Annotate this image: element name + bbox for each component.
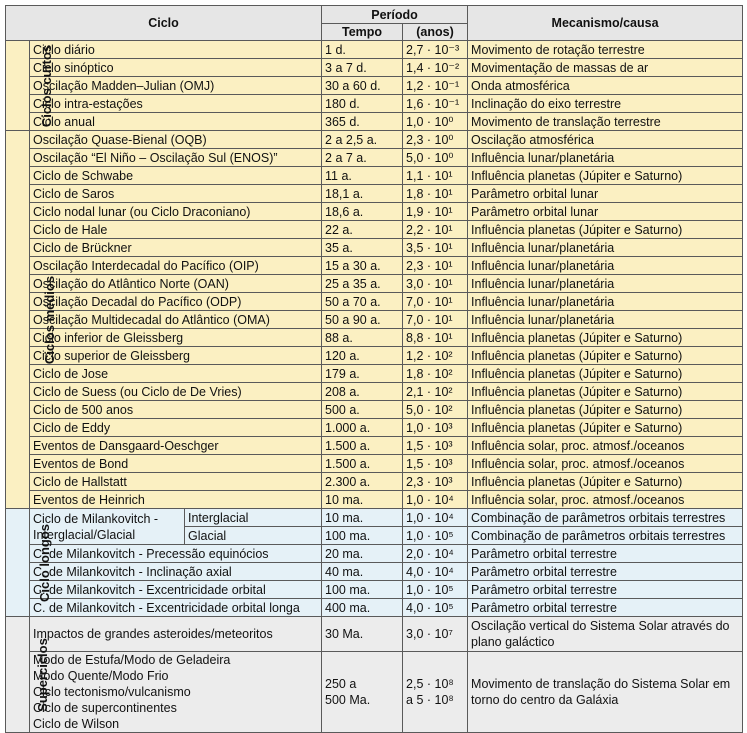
cycle-anos — [403, 652, 468, 733]
cycle-name-line: Ciclo de supercontinentes — [33, 701, 177, 715]
cycle-mecanismo: Oscilação vertical do Sistema Solar através do plano galáctico — [468, 617, 743, 652]
cycle-mecanismo: Parâmetro orbital lunar — [468, 203, 743, 221]
header-ciclo: Ciclo — [6, 6, 322, 41]
cycles-table — [5, 5, 743, 733]
cycle-name: C. de Milankovitch - Inclinação axial — [30, 563, 322, 581]
cycle-name-line: Ciclo de Wilson — [33, 717, 120, 731]
cycle-anos: 1,0 · 10⁰ — [403, 113, 468, 131]
cycle-name: Ciclo de Hallstatt — [30, 473, 322, 491]
cycle-anos: 1,8 · 10¹ — [403, 185, 468, 203]
cycle-tempo-line: 500 Ma. — [325, 693, 371, 707]
cycle-tempo: 30 a 60 d. — [322, 77, 403, 95]
cycle-name: Ciclo intra-estações — [30, 95, 322, 113]
cycle-mecanismo: Parâmetro orbital terrestre — [468, 563, 743, 581]
table-row — [6, 581, 743, 599]
header-mecanismo: Mecanismo/causa — [468, 6, 743, 41]
table-row — [6, 293, 743, 311]
cycle-anos-line: 2,5 · 10⁸ — [406, 677, 454, 691]
header-periodo: Período — [322, 6, 468, 24]
cycle-anos: 1,6 · 10⁻¹ — [403, 95, 468, 113]
cycle-name: Oscilação Multidecadal do Atlântico (OMA) — [30, 311, 322, 329]
cycle-mecanismo: Parâmetro orbital terrestre — [468, 545, 743, 563]
cycle-name: Ciclo de Brückner — [30, 239, 322, 257]
cycle-mecanismo: Influência lunar/planetária — [468, 293, 743, 311]
cycle-anos: 2,1 · 10² — [403, 383, 468, 401]
table-row — [6, 239, 743, 257]
cycle-anos: 1,1 · 10¹ — [403, 167, 468, 185]
cycle-anos: 8,8 · 10¹ — [403, 329, 468, 347]
table-row — [6, 257, 743, 275]
table-row — [6, 41, 743, 59]
group-ciclo-longos — [6, 509, 52, 617]
cycle-mecanismo: Movimento de rotação terrestre — [468, 41, 743, 59]
cycle-tempo: 18,1 a. — [322, 185, 403, 203]
cycle-tempo: 35 a. — [322, 239, 403, 257]
table-row — [6, 185, 743, 203]
table-row — [6, 95, 743, 113]
milankovitch-main: Ciclo de Milankovitch - Interglacial/Glacial — [30, 509, 185, 545]
group-ciclos-curtos — [6, 41, 55, 131]
cycle-mecanismo: Influência planetas (Júpiter e Saturno) — [468, 167, 743, 185]
header-row — [6, 6, 743, 24]
cycle-tempo: 100 ma. — [322, 581, 403, 599]
cycle-tempo: 10 ma. — [322, 509, 403, 527]
cycle-mecanismo: Movimento de translação do Sistema Solar em torno do centro da Galáxia — [468, 652, 743, 733]
table-row — [6, 77, 743, 95]
cycle-anos: 1,2 · 10⁻¹ — [403, 77, 468, 95]
cycle-anos: 2,3 · 10⁰ — [403, 131, 468, 149]
table-row — [6, 473, 743, 491]
table-row — [6, 59, 743, 77]
table-row — [6, 383, 743, 401]
cycle-anos: 2,3 · 10³ — [403, 473, 468, 491]
cycle-anos: 5,0 · 10⁰ — [403, 149, 468, 167]
cycle-mecanismo: Parâmetro orbital terrestre — [468, 581, 743, 599]
cycles-table-container — [5, 5, 743, 733]
table-row — [6, 203, 743, 221]
table-row — [6, 365, 743, 383]
cycle-anos: 1,5 · 10³ — [403, 455, 468, 473]
table-row — [6, 509, 743, 527]
table-row — [6, 221, 743, 239]
cycle-anos: 5,0 · 10² — [403, 401, 468, 419]
cycle-anos: 3,5 · 10¹ — [403, 239, 468, 257]
header-tempo: Tempo — [322, 24, 403, 41]
cycle-tempo: 2 a 2,5 a. — [322, 131, 403, 149]
cycle-name: Eventos de Heinrich — [30, 491, 322, 509]
cycle-anos: 1,5 · 10³ — [403, 437, 468, 455]
table-row — [6, 347, 743, 365]
cycle-anos: 1,0 · 10⁴ — [403, 509, 468, 527]
cycle-name: Oscilação do Atlântico Norte (OAN) — [30, 275, 322, 293]
cycle-mecanismo: Onda atmosférica — [468, 77, 743, 95]
cycle-name: Ciclo diário — [30, 41, 322, 59]
cycle-anos: 2,0 · 10⁴ — [403, 545, 468, 563]
table-row — [6, 491, 743, 509]
cycle-tempo: 120 a. — [322, 347, 403, 365]
cycle-name-line: Modo de Estufa/Modo de Geladeira — [33, 653, 231, 667]
cycle-name: C. de Milankovitch - Precessão equinócios — [30, 545, 322, 563]
cycle-tempo: 88 a. — [322, 329, 403, 347]
cycle-mecanismo: Influência planetas (Júpiter e Saturno) — [468, 347, 743, 365]
cycle-tempo: 2.300 a. — [322, 473, 403, 491]
cycle-anos: 3,0 · 10⁷ — [403, 617, 468, 652]
cycle-name: Ciclo superior de Gleissberg — [30, 347, 322, 365]
table-row — [6, 652, 743, 733]
cycle-mecanismo: Oscilação atmosférica — [468, 131, 743, 149]
table-row — [6, 329, 743, 347]
cycle-tempo: 2 a 7 a. — [322, 149, 403, 167]
cycle-name: Ciclo de Schwabe — [30, 167, 322, 185]
cycle-anos: 1,2 · 10² — [403, 347, 468, 365]
cycle-tempo: 208 a. — [322, 383, 403, 401]
cycle-tempo: 50 a 90 a. — [322, 311, 403, 329]
cycle-tempo: 15 a 30 a. — [322, 257, 403, 275]
cycle-mecanismo: Influência planetas (Júpiter e Saturno) — [468, 473, 743, 491]
cycle-tempo: 10 ma. — [322, 491, 403, 509]
cycle-mecanismo: Parâmetro orbital lunar — [468, 185, 743, 203]
cycle-name: Oscilação Madden–Julian (OMJ) — [30, 77, 322, 95]
cycle-tempo: 20 ma. — [322, 545, 403, 563]
cycle-name: Ciclo de Eddy — [30, 419, 322, 437]
cycle-tempo — [322, 652, 403, 733]
cycle-mecanismo: Inclinação do eixo terrestre — [468, 95, 743, 113]
group-ciclos-curtos-label: Ciclos curtos — [39, 44, 55, 127]
header-anos: (anos) — [403, 24, 468, 41]
table-row — [6, 617, 743, 652]
cycle-anos: 1,0 · 10⁵ — [403, 581, 468, 599]
cycle-tempo: 11 a. — [322, 167, 403, 185]
cycle-name: Ciclo de Suess (ou Ciclo de De Vries) — [30, 383, 322, 401]
group-superciclos — [6, 617, 50, 733]
table-row — [6, 311, 743, 329]
cycle-mecanismo: Influência planetas (Júpiter e Saturno) — [468, 419, 743, 437]
cycle-tempo: 179 a. — [322, 365, 403, 383]
cycle-mecanismo: Influência lunar/planetária — [468, 149, 743, 167]
cycle-mecanismo: Influência solar, proc. atmosf./oceanos — [468, 455, 743, 473]
cycle-tempo: 22 a. — [322, 221, 403, 239]
cycle-tempo: 1.500 a. — [322, 437, 403, 455]
cycle-name: Ciclo de Jose — [30, 365, 322, 383]
cycle-mecanismo: Combinação de parâmetros orbitais terrestres — [468, 509, 743, 527]
cycle-sub: Interglacial — [185, 509, 322, 527]
cycle-anos: 1,8 · 10² — [403, 365, 468, 383]
table-row — [6, 275, 743, 293]
cycle-anos: 7,0 · 10¹ — [403, 293, 468, 311]
cycle-tempo-line: 250 a — [325, 677, 357, 691]
cycle-name: Oscilação Decadal do Pacífico (ODP) — [30, 293, 322, 311]
cycle-anos: 4,0 · 10⁴ — [403, 563, 468, 581]
cycle-anos: 1,9 · 10¹ — [403, 203, 468, 221]
cycle-mecanismo: Influência solar, proc. atmosf./oceanos — [468, 437, 743, 455]
cycle-name: Ciclo de Hale — [30, 221, 322, 239]
cycle-name: Eventos de Dansgaard-Oeschger — [30, 437, 322, 455]
cycle-tempo: 30 Ma. — [322, 617, 403, 652]
cycle-name: Oscilação Interdecadal do Pacífico (OIP) — [30, 257, 322, 275]
cycle-name: Ciclo sinóptico — [30, 59, 322, 77]
cycle-name: C. de Milankovitch - Excentricidade orbital — [30, 581, 322, 599]
cycle-name-line: Ciclo tectonismo/vulcanismo — [33, 685, 191, 699]
table-row — [6, 419, 743, 437]
cycle-anos: 1,0 · 10⁴ — [403, 491, 468, 509]
cycle-anos: 1,4 · 10⁻² — [403, 59, 468, 77]
table-row — [6, 545, 743, 563]
group-superciclos-label: Superciclos — [34, 637, 50, 712]
cycle-name: Oscilação Quase-Bienal (OQB) — [30, 131, 322, 149]
cycle-mecanismo: Influência planetas (Júpiter e Saturno) — [468, 401, 743, 419]
cycle-name-line: Modo Quente/Modo Frio — [33, 669, 169, 683]
cycle-tempo: 365 d. — [322, 113, 403, 131]
group-ciclos-medios — [6, 131, 58, 509]
table-row — [6, 113, 743, 131]
cycle-anos: 2,2 · 10¹ — [403, 221, 468, 239]
cycle-name: Ciclo de Saros — [30, 185, 322, 203]
cycle-name: Ciclo de 500 anos — [30, 401, 322, 419]
cycle-mecanismo: Influência planetas (Júpiter e Saturno) — [468, 383, 743, 401]
table-row — [6, 437, 743, 455]
cycle-name-multi — [30, 652, 322, 733]
cycle-name: Eventos de Bond — [30, 455, 322, 473]
table-body — [6, 41, 743, 733]
cycle-tempo: 100 ma. — [322, 527, 403, 545]
cycle-mecanismo: Combinação de parâmetros orbitais terrestres — [468, 527, 743, 545]
cycle-anos: 4,0 · 10⁵ — [403, 599, 468, 617]
cycle-tempo: 18,6 a. — [322, 203, 403, 221]
cycle-name: Impactos de grandes asteroides/meteoritos — [30, 617, 322, 652]
cycle-mecanismo: Influência planetas (Júpiter e Saturno) — [468, 329, 743, 347]
cycle-name: Ciclo anual — [30, 113, 322, 131]
cycle-anos-line: a 5 · 10⁸ — [406, 693, 454, 707]
cycle-mecanismo: Influência lunar/planetária — [468, 257, 743, 275]
cycle-anos: 1,0 · 10³ — [403, 419, 468, 437]
cycle-mecanismo: Movimentação de massas de ar — [468, 59, 743, 77]
group-ciclo-longos-label: Ciclo longos — [37, 523, 52, 602]
cycle-tempo: 50 a 70 a. — [322, 293, 403, 311]
cycle-tempo: 1.000 a. — [322, 419, 403, 437]
table-row — [6, 599, 743, 617]
cycle-mecanismo: Influência solar, proc. atmosf./oceanos — [468, 491, 743, 509]
cycle-name: Oscilação “El Niño – Oscilação Sul (ENOS)” — [30, 149, 322, 167]
cycle-anos: 1,0 · 10⁵ — [403, 527, 468, 545]
cycle-mecanismo: Influência lunar/planetária — [468, 239, 743, 257]
cycle-anos: 2,3 · 10¹ — [403, 257, 468, 275]
cycle-tempo: 40 ma. — [322, 563, 403, 581]
cycle-mecanismo: Influência lunar/planetária — [468, 311, 743, 329]
cycle-mecanismo: Influência planetas (Júpiter e Saturno) — [468, 221, 743, 239]
cycle-tempo: 3 a 7 d. — [322, 59, 403, 77]
cycle-mecanismo: Parâmetro orbital terrestre — [468, 599, 743, 617]
cycle-tempo: 400 ma. — [322, 599, 403, 617]
cycle-tempo: 180 d. — [322, 95, 403, 113]
cycle-mecanismo: Influência lunar/planetária — [468, 275, 743, 293]
cycle-mecanismo: Movimento de translação terrestre — [468, 113, 743, 131]
cycle-tempo: 1.500 a. — [322, 455, 403, 473]
cycle-anos: 2,7 · 10⁻³ — [403, 41, 468, 59]
cycle-name: C. de Milankovitch - Excentricidade orbital longa — [30, 599, 322, 617]
cycle-tempo: 25 a 35 a. — [322, 275, 403, 293]
table-row — [6, 401, 743, 419]
cycle-sub: Glacial — [185, 527, 322, 545]
table-row — [6, 149, 743, 167]
table-row — [6, 131, 743, 149]
cycle-name: Ciclo inferior de Gleissberg — [30, 329, 322, 347]
cycle-anos: 7,0 · 10¹ — [403, 311, 468, 329]
group-ciclos-medios-label: Ciclos médios — [42, 275, 58, 364]
table-row — [6, 167, 743, 185]
cycle-anos: 3,0 · 10¹ — [403, 275, 468, 293]
cycle-mecanismo: Influência planetas (Júpiter e Saturno) — [468, 365, 743, 383]
table-row — [6, 563, 743, 581]
table-row — [6, 455, 743, 473]
cycle-tempo: 500 a. — [322, 401, 403, 419]
cycle-tempo: 1 d. — [322, 41, 403, 59]
cycle-name: Ciclo nodal lunar (ou Ciclo Draconiano) — [30, 203, 322, 221]
